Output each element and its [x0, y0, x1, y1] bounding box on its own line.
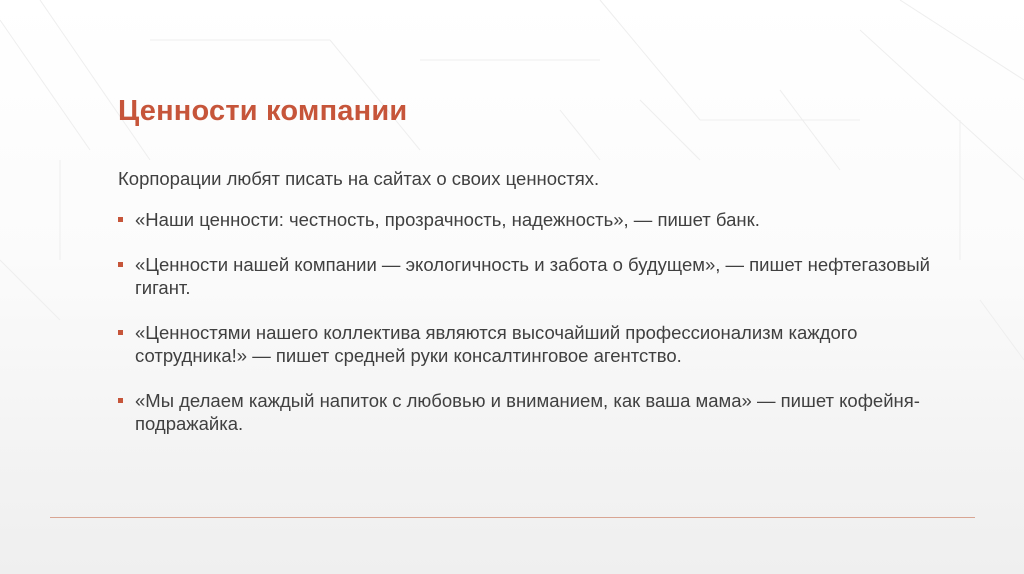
bullet-list — [118, 208, 938, 435]
bullet-item — [118, 253, 938, 299]
bullet-text: «Ценности нашей компании — экологичность и забота о будущем», — пишет нефтегазовый гигант. — [135, 254, 930, 298]
bullet-item — [118, 321, 938, 367]
square-bullet-icon — [118, 217, 123, 222]
footer-divider — [50, 517, 975, 518]
square-bullet-icon — [118, 398, 123, 403]
intro-text: Корпорации любят писать на сайтах о своих ценностях. — [118, 168, 600, 189]
bullet-text: «Мы делаем каждый напиток с любовью и вниманием, как ваша мама» — пишет кофейня-подражайка. — [135, 390, 920, 434]
bullet-item — [118, 208, 938, 231]
bullet-text: «Ценностями нашего коллектива являются высочайший профессионализм каждого сотрудника!» — пишет средней руки консалтинговое агентство. — [135, 322, 858, 366]
square-bullet-icon — [118, 330, 123, 335]
bullet-text: «Наши ценности: честность, прозрачность, надежность», — пишет банк. — [135, 209, 760, 230]
square-bullet-icon — [118, 262, 123, 267]
bullet-item — [118, 389, 938, 435]
slide-title: Ценности компании — [118, 95, 408, 127]
